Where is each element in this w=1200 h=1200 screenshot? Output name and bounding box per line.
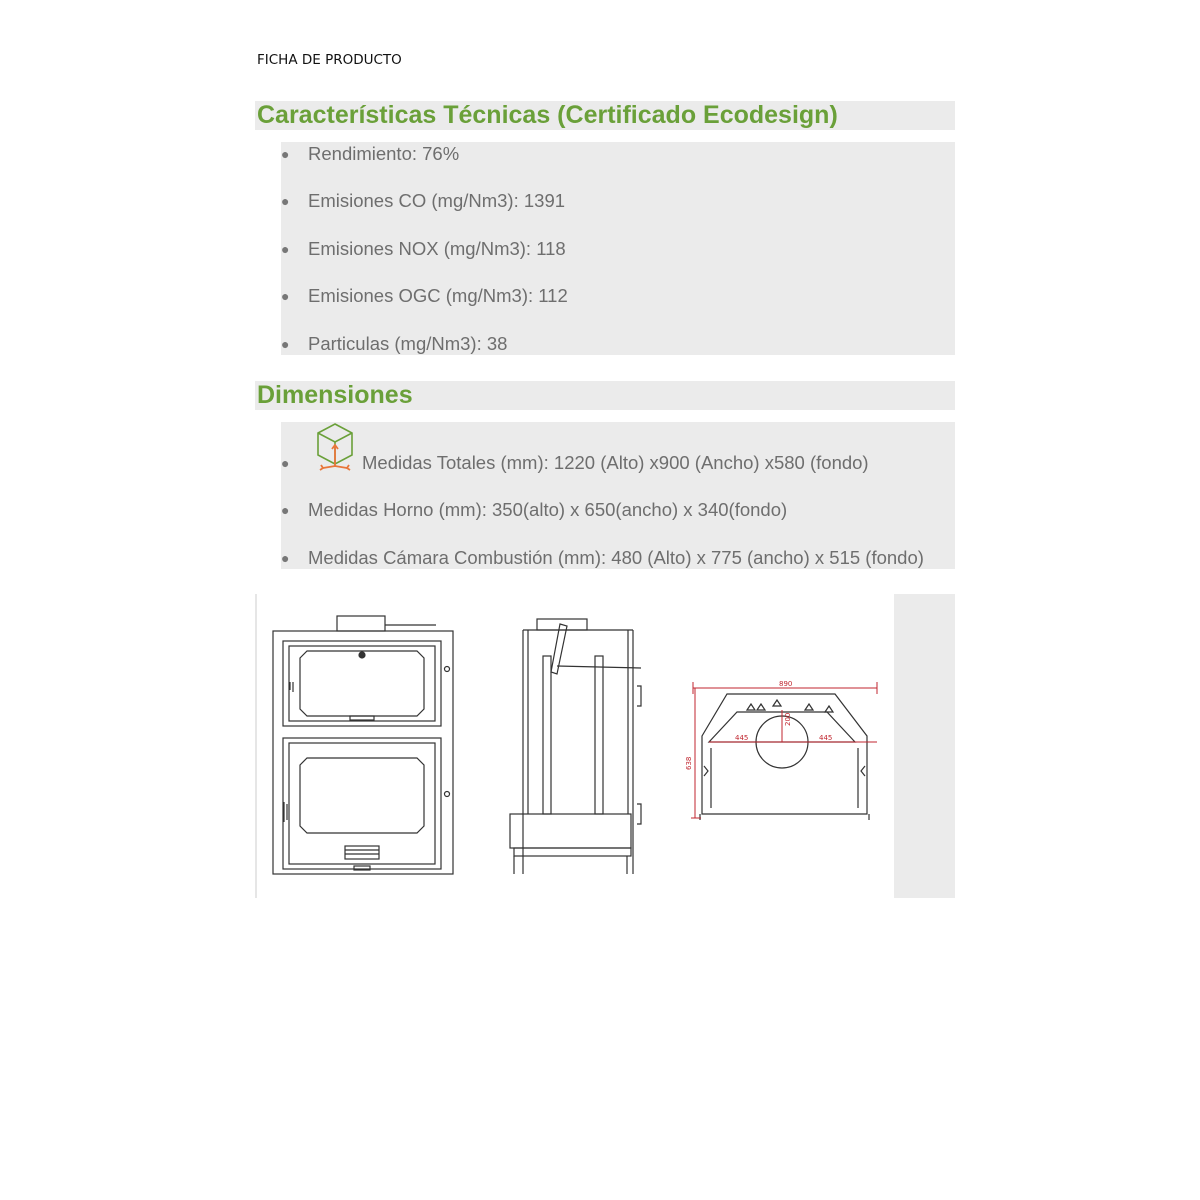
bullet: ● (281, 550, 290, 566)
panel-border (255, 594, 257, 898)
tech-specs-list: ● Rendimiento: 76% ● Emisiones CO (mg/Nm3): 1391 ● Emisiones NOX (mg/Nm3): 118 ● Emisiones OGC (mg/Nm3): 112 ● Particulas (mg/Nm3): 38 (281, 142, 955, 355)
bullet: ● (281, 288, 290, 304)
tech-section-header (255, 101, 955, 130)
dims-list: ● Medidas Totales (mm): 1220 (Alto) x900 (Ancho) x580 (fondo) ● Medidas Horno (mm): 350(alto) x 650(ancho) x 340(fondo) ● Medidas Cámara Combustión (mm): 480 (Alto) x 775 (ancho) x 515 (fondo) (281, 422, 955, 569)
panel-side-band (894, 594, 955, 898)
dims-section-header (255, 381, 955, 410)
3d-box-dimensions-icon (315, 422, 355, 472)
bullet: ● (281, 146, 290, 162)
side-view-drawing (505, 614, 645, 878)
technical-drawing-panel (255, 594, 955, 898)
front-view-drawing (270, 612, 460, 878)
plan-left-label: 445 (735, 734, 749, 742)
bullet: ● (281, 336, 290, 352)
plan-depth-label: 638 (685, 756, 693, 770)
plan-view-drawing (687, 676, 887, 826)
bullet: ● (281, 455, 290, 471)
tech-section-title: Características Técnicas (Certificado Ecodesign) (257, 101, 838, 129)
bullet: ● (281, 193, 290, 209)
plan-flue-label: 200 (784, 712, 792, 726)
plan-width-label: 890 (779, 680, 793, 688)
plan-right-label: 445 (819, 734, 833, 742)
dims-section-title: Dimensiones (257, 381, 413, 409)
document-header-label: FICHA DE PRODUCTO (257, 52, 402, 68)
bullet: ● (281, 502, 290, 518)
bullet: ● (281, 241, 290, 257)
